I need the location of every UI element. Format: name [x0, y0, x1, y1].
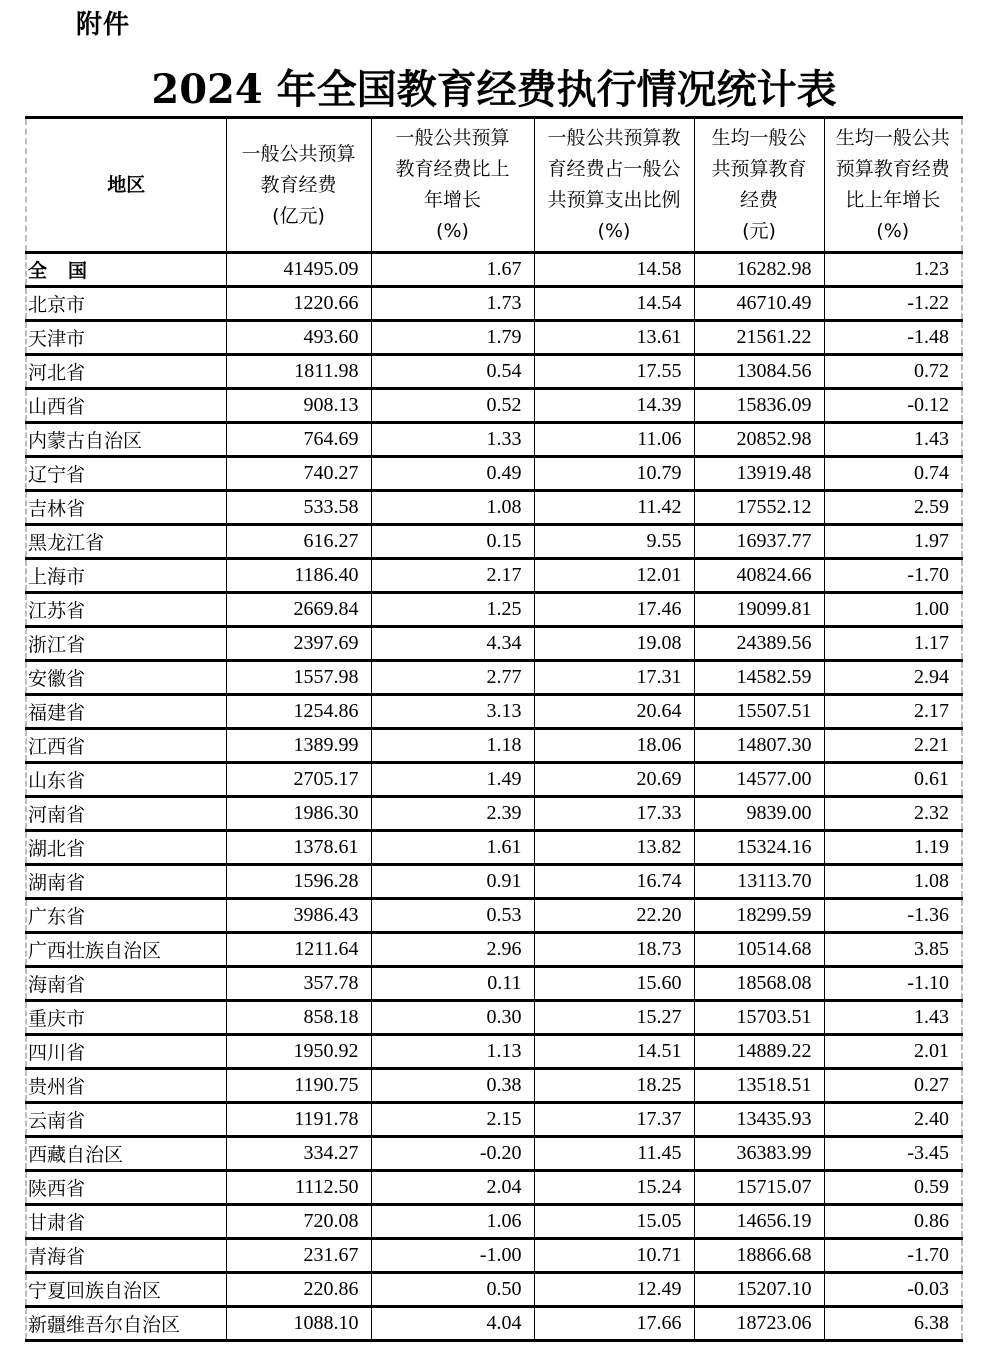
region-cell: 江西省	[26, 729, 226, 763]
region-cell: 天津市	[26, 321, 226, 355]
region-cell: 浙江省	[26, 627, 226, 661]
budget-growth-cell: 0.53	[371, 899, 534, 933]
budget-growth-cell: 1.13	[371, 1035, 534, 1069]
budget-funding-cell: 764.69	[226, 423, 371, 457]
header-line: 教育经费	[260, 173, 337, 196]
budget-funding-cell: 1254.86	[226, 695, 371, 729]
per-student-funding-cell: 16937.77	[694, 525, 824, 559]
per-student-growth-cell: 0.72	[824, 355, 962, 389]
header-line: (%)	[876, 220, 910, 242]
header-line: 育经费占一般公	[547, 158, 681, 180]
budget-funding-cell: 1596.28	[226, 865, 371, 899]
region-cell: 甘肃省	[26, 1205, 226, 1239]
per-student-growth-cell: 1.43	[824, 1001, 962, 1035]
budget-funding-cell: 1811.98	[226, 355, 371, 389]
budget-growth-cell: 2.15	[371, 1103, 534, 1137]
budget-growth-cell: 4.34	[371, 627, 534, 661]
region-cell: 江苏省	[26, 593, 226, 627]
budget-growth-cell: 0.30	[371, 1001, 534, 1035]
budget-growth-cell: 1.61	[371, 831, 534, 865]
table-row	[26, 593, 962, 627]
per-student-growth-cell: 1.23	[824, 253, 962, 287]
budget-share-cell: 14.51	[534, 1035, 694, 1069]
budget-growth-cell: 2.17	[371, 559, 534, 593]
budget-funding-cell: 616.27	[226, 525, 371, 559]
budget-share-cell: 14.54	[534, 287, 694, 321]
budget-funding-cell: 220.86	[226, 1273, 371, 1307]
region-cell: 西藏自治区	[26, 1137, 226, 1171]
header-budget-funding	[226, 118, 371, 253]
per-student-funding-cell: 17552.12	[694, 491, 824, 525]
region-cell: 内蒙古自治区	[26, 423, 226, 457]
region-cell: 安徽省	[26, 661, 226, 695]
budget-share-cell: 12.49	[534, 1273, 694, 1307]
region-cell: 上海市	[26, 559, 226, 593]
region-cell: 湖北省	[26, 831, 226, 865]
budget-growth-cell: 2.77	[371, 661, 534, 695]
per-student-funding-cell: 15715.07	[694, 1171, 824, 1205]
per-student-growth-cell: -1.48	[824, 321, 962, 355]
per-student-funding-cell: 13435.93	[694, 1103, 824, 1137]
budget-growth-cell: 0.15	[371, 525, 534, 559]
budget-share-cell: 14.39	[534, 389, 694, 423]
table-row	[26, 559, 962, 593]
region-cell: 新疆维吾尔自治区	[26, 1307, 226, 1341]
budget-share-cell: 16.74	[534, 865, 694, 899]
budget-growth-cell: 1.67	[371, 253, 534, 287]
per-student-funding-cell: 14807.30	[694, 729, 824, 763]
header-line: 共预算支出比例	[547, 189, 681, 211]
budget-growth-cell: 1.49	[371, 763, 534, 797]
budget-funding-cell: 1389.99	[226, 729, 371, 763]
per-student-growth-cell: -0.12	[824, 389, 962, 423]
per-student-growth-cell: 2.94	[824, 661, 962, 695]
region-cell: 青海省	[26, 1239, 226, 1273]
per-student-funding-cell: 40824.66	[694, 559, 824, 593]
table-header-row	[26, 118, 962, 253]
budget-funding-cell: 1191.78	[226, 1103, 371, 1137]
header-line: 生均一般公共	[835, 127, 950, 149]
per-student-funding-cell: 16282.98	[694, 253, 824, 287]
header-line: 预算教育经费	[835, 158, 950, 180]
per-student-growth-cell: 3.85	[824, 933, 962, 967]
budget-share-cell: 11.45	[534, 1137, 694, 1171]
table-row	[26, 1239, 962, 1273]
header-line: 地区	[107, 173, 146, 196]
header-budget-share	[534, 118, 694, 253]
table-row	[26, 1069, 962, 1103]
budget-growth-cell: 2.39	[371, 797, 534, 831]
region-cell: 广西壮族自治区	[26, 933, 226, 967]
per-student-growth-cell: 2.40	[824, 1103, 962, 1137]
budget-share-cell: 11.42	[534, 491, 694, 525]
region-cell: 吉林省	[26, 491, 226, 525]
table-row-national-total	[26, 253, 962, 287]
header-budget-growth	[371, 118, 534, 253]
per-student-funding-cell: 18299.59	[694, 899, 824, 933]
budget-growth-cell: 1.18	[371, 729, 534, 763]
header-line: 一般公共预算	[395, 127, 510, 149]
table-row	[26, 695, 962, 729]
budget-funding-cell: 1220.66	[226, 287, 371, 321]
budget-share-cell: 12.01	[534, 559, 694, 593]
table-row	[26, 1001, 962, 1035]
per-student-funding-cell: 10514.68	[694, 933, 824, 967]
per-student-growth-cell: 2.21	[824, 729, 962, 763]
per-student-growth-cell: 2.01	[824, 1035, 962, 1069]
per-student-funding-cell: 15207.10	[694, 1273, 824, 1307]
per-student-funding-cell: 18866.68	[694, 1239, 824, 1273]
table-row	[26, 1273, 962, 1307]
per-student-growth-cell: 6.38	[824, 1307, 962, 1341]
per-student-funding-cell: 15703.51	[694, 1001, 824, 1035]
budget-funding-cell: 1186.40	[226, 559, 371, 593]
budget-funding-cell: 720.08	[226, 1205, 371, 1239]
budget-growth-cell: 1.33	[371, 423, 534, 457]
per-student-growth-cell: 1.43	[824, 423, 962, 457]
table-row	[26, 865, 962, 899]
per-student-growth-cell: 1.00	[824, 593, 962, 627]
region-cell: 宁夏回族自治区	[26, 1273, 226, 1307]
budget-share-cell: 15.24	[534, 1171, 694, 1205]
per-student-growth-cell: 2.32	[824, 797, 962, 831]
budget-share-cell: 13.61	[534, 321, 694, 355]
budget-share-cell: 10.71	[534, 1239, 694, 1273]
per-student-funding-cell: 14577.00	[694, 763, 824, 797]
per-student-funding-cell: 15836.09	[694, 389, 824, 423]
per-student-growth-cell: 0.61	[824, 763, 962, 797]
per-student-growth-cell: 0.59	[824, 1171, 962, 1205]
budget-growth-cell: -0.20	[371, 1137, 534, 1171]
budget-funding-cell: 740.27	[226, 457, 371, 491]
table-row	[26, 1103, 962, 1137]
per-student-funding-cell: 15324.16	[694, 831, 824, 865]
per-student-growth-cell: 1.97	[824, 525, 962, 559]
budget-funding-cell: 493.60	[226, 321, 371, 355]
per-student-funding-cell: 13113.70	[694, 865, 824, 899]
budget-share-cell: 18.25	[534, 1069, 694, 1103]
per-student-growth-cell: -1.22	[824, 287, 962, 321]
header-line: 教育经费比上	[395, 158, 510, 180]
region-cell: 云南省	[26, 1103, 226, 1137]
header-per-student-funding	[694, 118, 824, 253]
per-student-funding-cell: 14889.22	[694, 1035, 824, 1069]
budget-growth-cell: 0.52	[371, 389, 534, 423]
region-cell: 河南省	[26, 797, 226, 831]
budget-share-cell: 15.60	[534, 967, 694, 1001]
per-student-growth-cell: 1.19	[824, 831, 962, 865]
budget-funding-cell: 858.18	[226, 1001, 371, 1035]
budget-share-cell: 17.46	[534, 593, 694, 627]
region-cell: 全 国	[26, 253, 226, 287]
table-row	[26, 797, 962, 831]
budget-share-cell: 17.31	[534, 661, 694, 695]
education-funding-table	[25, 116, 963, 1342]
budget-funding-cell: 41495.09	[226, 253, 371, 287]
table-row	[26, 831, 962, 865]
region-cell: 湖南省	[26, 865, 226, 899]
per-student-growth-cell: 0.27	[824, 1069, 962, 1103]
per-student-funding-cell: 13919.48	[694, 457, 824, 491]
budget-funding-cell: 1112.50	[226, 1171, 371, 1205]
region-cell: 贵州省	[26, 1069, 226, 1103]
header-line: (%)	[436, 220, 469, 242]
table-row	[26, 1137, 962, 1171]
per-student-funding-cell: 18723.06	[694, 1307, 824, 1341]
per-student-funding-cell: 21561.22	[694, 321, 824, 355]
header-line: 一般公共预算	[241, 142, 356, 165]
budget-share-cell: 17.37	[534, 1103, 694, 1137]
header-line: 经费	[739, 189, 778, 211]
table-row	[26, 661, 962, 695]
budget-funding-cell: 1190.75	[226, 1069, 371, 1103]
table-row	[26, 423, 962, 457]
per-student-growth-cell: 2.17	[824, 695, 962, 729]
budget-share-cell: 9.55	[534, 525, 694, 559]
per-student-growth-cell: 1.08	[824, 865, 962, 899]
table-row	[26, 1307, 962, 1341]
per-student-funding-cell: 20852.98	[694, 423, 824, 457]
budget-funding-cell: 1211.64	[226, 933, 371, 967]
region-cell: 重庆市	[26, 1001, 226, 1035]
budget-growth-cell: 0.11	[371, 967, 534, 1001]
budget-funding-cell: 908.13	[226, 389, 371, 423]
region-cell: 陕西省	[26, 1171, 226, 1205]
budget-share-cell: 18.06	[534, 729, 694, 763]
budget-funding-cell: 357.78	[226, 967, 371, 1001]
header-per-student-growth	[824, 118, 962, 253]
region-cell: 山东省	[26, 763, 226, 797]
table-body	[26, 253, 962, 1341]
header-line: (%)	[597, 220, 631, 242]
per-student-funding-cell: 13518.51	[694, 1069, 824, 1103]
per-student-growth-cell: -1.36	[824, 899, 962, 933]
budget-share-cell: 17.33	[534, 797, 694, 831]
budget-funding-cell: 231.67	[226, 1239, 371, 1273]
region-cell: 北京市	[26, 287, 226, 321]
per-student-growth-cell: 1.17	[824, 627, 962, 661]
budget-growth-cell: 0.54	[371, 355, 534, 389]
per-student-funding-cell: 18568.08	[694, 967, 824, 1001]
budget-share-cell: 17.55	[534, 355, 694, 389]
region-cell: 山西省	[26, 389, 226, 423]
per-student-funding-cell: 15507.51	[694, 695, 824, 729]
budget-growth-cell: 1.06	[371, 1205, 534, 1239]
budget-growth-cell: 1.79	[371, 321, 534, 355]
budget-share-cell: 22.20	[534, 899, 694, 933]
per-student-growth-cell: -1.70	[824, 1239, 962, 1273]
table-row	[26, 491, 962, 525]
budget-share-cell: 11.06	[534, 423, 694, 457]
budget-growth-cell: 0.38	[371, 1069, 534, 1103]
per-student-funding-cell: 24389.56	[694, 627, 824, 661]
budget-funding-cell: 533.58	[226, 491, 371, 525]
header-line: 生均一般公	[711, 127, 807, 149]
header-line: 一般公共预算教	[547, 127, 681, 149]
per-student-funding-cell: 13084.56	[694, 355, 824, 389]
budget-growth-cell: 2.04	[371, 1171, 534, 1205]
budget-funding-cell: 2669.84	[226, 593, 371, 627]
table-row	[26, 355, 962, 389]
per-student-funding-cell: 19099.81	[694, 593, 824, 627]
budget-share-cell: 18.73	[534, 933, 694, 967]
budget-funding-cell: 3986.43	[226, 899, 371, 933]
budget-share-cell: 19.08	[534, 627, 694, 661]
per-student-funding-cell: 14582.59	[694, 661, 824, 695]
table-row	[26, 389, 962, 423]
budget-growth-cell: -1.00	[371, 1239, 534, 1273]
budget-share-cell: 15.27	[534, 1001, 694, 1035]
per-student-growth-cell: -0.03	[824, 1273, 962, 1307]
table-row	[26, 287, 962, 321]
header-line: 比上年增长	[845, 189, 941, 211]
attachment-label: 附件	[76, 10, 131, 40]
budget-growth-cell: 0.91	[371, 865, 534, 899]
budget-funding-cell: 1950.92	[226, 1035, 371, 1069]
budget-growth-cell: 1.25	[371, 593, 534, 627]
budget-share-cell: 20.69	[534, 763, 694, 797]
region-cell: 黑龙江省	[26, 525, 226, 559]
budget-funding-cell: 1088.10	[226, 1307, 371, 1341]
per-student-growth-cell: -1.10	[824, 967, 962, 1001]
table-row	[26, 967, 962, 1001]
region-cell: 海南省	[26, 967, 226, 1001]
region-cell: 广东省	[26, 899, 226, 933]
table-row	[26, 763, 962, 797]
budget-funding-cell: 1986.30	[226, 797, 371, 831]
budget-funding-cell: 2705.17	[226, 763, 371, 797]
table-row	[26, 729, 962, 763]
per-student-funding-cell: 36383.99	[694, 1137, 824, 1171]
region-cell: 辽宁省	[26, 457, 226, 491]
budget-growth-cell: 0.49	[371, 457, 534, 491]
budget-growth-cell: 0.50	[371, 1273, 534, 1307]
budget-funding-cell: 334.27	[226, 1137, 371, 1171]
per-student-growth-cell: 2.59	[824, 491, 962, 525]
header-line: (亿元)	[272, 204, 325, 227]
budget-share-cell: 14.58	[534, 253, 694, 287]
header-region	[26, 118, 226, 253]
budget-growth-cell: 4.04	[371, 1307, 534, 1341]
table-row	[26, 627, 962, 661]
per-student-growth-cell: 0.74	[824, 457, 962, 491]
per-student-growth-cell: -1.70	[824, 559, 962, 593]
budget-share-cell: 15.05	[534, 1205, 694, 1239]
per-student-funding-cell: 14656.19	[694, 1205, 824, 1239]
table-row	[26, 525, 962, 559]
budget-growth-cell: 3.13	[371, 695, 534, 729]
table-row	[26, 321, 962, 355]
table-row	[26, 899, 962, 933]
header-line: 年增长	[423, 189, 481, 211]
budget-funding-cell: 1378.61	[226, 831, 371, 865]
per-student-funding-cell: 9839.00	[694, 797, 824, 831]
table-row	[26, 1205, 962, 1239]
page-title: 2024 年全国教育经费执行情况统计表	[151, 66, 837, 113]
budget-share-cell: 10.79	[534, 457, 694, 491]
budget-share-cell: 20.64	[534, 695, 694, 729]
per-student-growth-cell: 0.86	[824, 1205, 962, 1239]
region-cell: 四川省	[26, 1035, 226, 1069]
header-line: (元)	[742, 220, 776, 242]
header-line: 共预算教育	[711, 158, 807, 180]
table-row	[26, 1035, 962, 1069]
per-student-funding-cell: 46710.49	[694, 287, 824, 321]
region-cell: 河北省	[26, 355, 226, 389]
table-row	[26, 1171, 962, 1205]
budget-funding-cell: 2397.69	[226, 627, 371, 661]
budget-growth-cell: 1.08	[371, 491, 534, 525]
budget-growth-cell: 1.73	[371, 287, 534, 321]
budget-share-cell: 13.82	[534, 831, 694, 865]
table-row	[26, 933, 962, 967]
budget-funding-cell: 1557.98	[226, 661, 371, 695]
budget-growth-cell: 2.96	[371, 933, 534, 967]
table-row	[26, 457, 962, 491]
per-student-growth-cell: -3.45	[824, 1137, 962, 1171]
budget-share-cell: 17.66	[534, 1307, 694, 1341]
region-cell: 福建省	[26, 695, 226, 729]
